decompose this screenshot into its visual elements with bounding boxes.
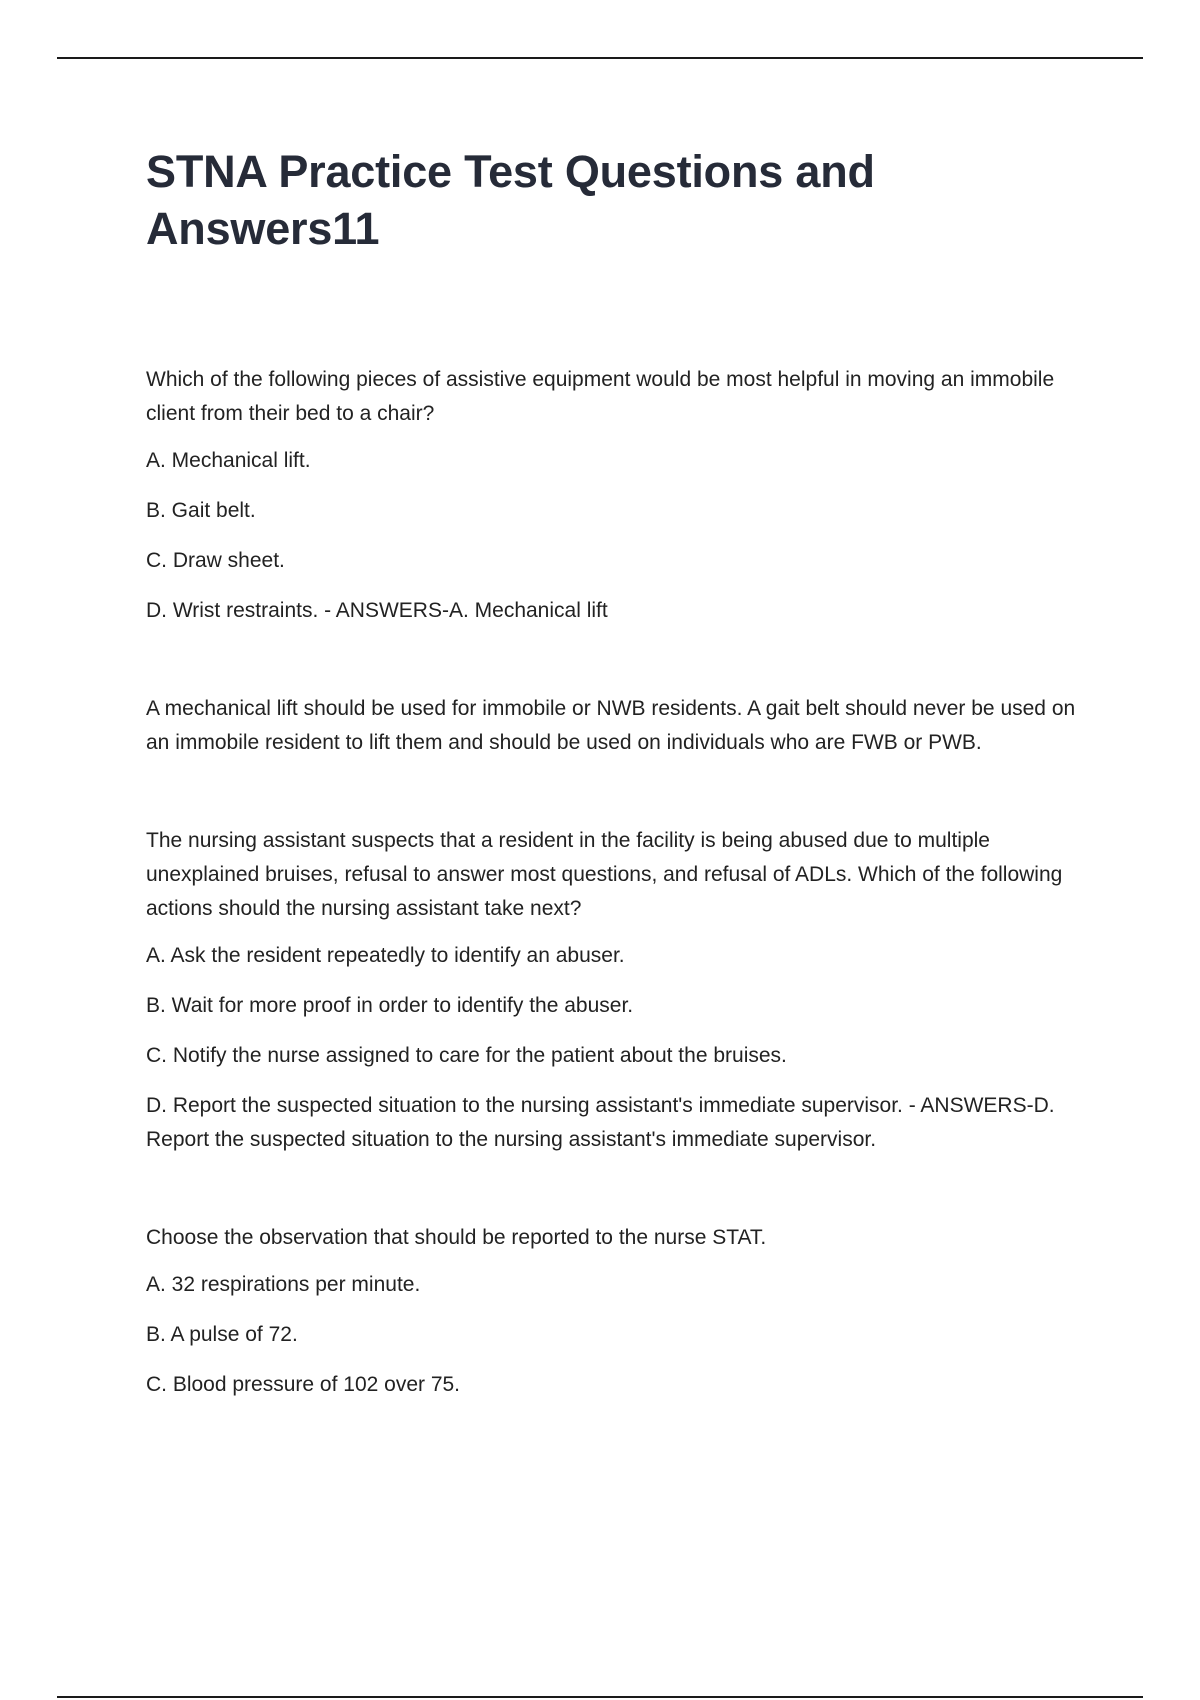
answer-option: D. Report the suspected situation to the nursing assistant's immediate supervisor. - ANSWERS-D. Report the suspected situation to the nursing assistant's immediate supervisor.: [146, 1094, 1055, 1151]
document-body: [146, 143, 1096, 1402]
answer-option: C. Blood pressure of 102 over 75.: [146, 1373, 461, 1396]
bottom-divider: [57, 1696, 1143, 1698]
question-3: [146, 1221, 1096, 1402]
answer-option: B. Gait belt.: [146, 499, 256, 522]
page-title: STNA Practice Test Questions and Answers11: [146, 146, 875, 254]
answer-option: A. Mechanical lift.: [146, 449, 311, 472]
explanation-text: A mechanical lift should be used for immobile or NWB residents. A gait belt should never be used on an immobile resident to lift them and should be used on individuals who are FWB or PWB.: [146, 697, 1076, 754]
answer-option: B. A pulse of 72.: [146, 1323, 298, 1346]
question-1: [146, 363, 1096, 628]
answer-option: C. Draw sheet.: [146, 549, 285, 572]
question-2: [146, 824, 1096, 1157]
answer-option: B. Wait for more proof in order to identify the abuser.: [146, 994, 634, 1017]
question-stem: Choose the observation that should be reported to the nurse STAT.: [146, 1226, 767, 1249]
top-divider: [57, 57, 1143, 59]
question-stem: The nursing assistant suspects that a resident in the facility is being abused due to multiple unexplained bruises, refusal to answer most questions, and refusal of ADLs. Which of the following actions should the nursing assistant take next?: [146, 829, 1063, 920]
question-1-explanation: [146, 692, 1096, 760]
answer-option: A. Ask the resident repeatedly to identify an abuser.: [146, 944, 625, 967]
question-stem: Which of the following pieces of assistive equipment would be most helpful in moving an immobile client from their bed to a chair?: [146, 368, 1055, 425]
answer-option: A. 32 respirations per minute.: [146, 1273, 421, 1296]
answer-option: C. Notify the nurse assigned to care for the patient about the bruises.: [146, 1044, 787, 1067]
answer-option: D. Wrist restraints. - ANSWERS-A. Mechanical lift: [146, 599, 608, 622]
